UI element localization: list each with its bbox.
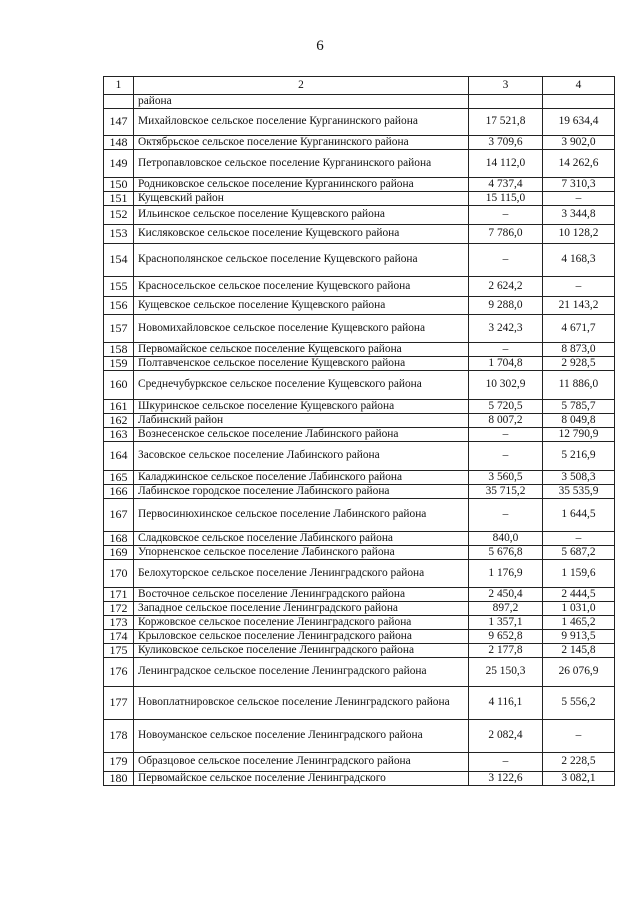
row-number: 147	[104, 108, 134, 135]
settlement-name: Кущевское сельское поселение Кущевского района	[134, 296, 469, 314]
value-col-3: 2 082,4	[469, 719, 543, 752]
table-row	[104, 135, 615, 149]
header-row	[104, 77, 615, 95]
value-col-3: –	[469, 243, 543, 276]
row-number: 164	[104, 441, 134, 470]
settlement-name: Образцовое сельское поселение Ленинградского района	[134, 752, 469, 771]
header-col-4: 4	[543, 77, 615, 95]
row-number: 153	[104, 224, 134, 243]
value-col-3: 5 720,5	[469, 399, 543, 413]
settlement-name: Краснополянское сельское поселение Кущевского района	[134, 243, 469, 276]
value-col-3	[469, 95, 543, 109]
value-col-4: 2 928,5	[543, 356, 615, 370]
value-col-4: 9 913,5	[543, 629, 615, 643]
value-col-4: 5 556,2	[543, 686, 615, 719]
settlement-name: Засовское сельское поселение Лабинского района	[134, 441, 469, 470]
value-col-4: 2 444,5	[543, 587, 615, 601]
table-header	[104, 77, 615, 95]
value-col-3: 25 150,3	[469, 657, 543, 686]
row-number: 151	[104, 191, 134, 205]
settlement-name: Крыловское сельское поселение Ленинградского района	[134, 629, 469, 643]
row-number: 149	[104, 149, 134, 177]
value-col-3: 8 007,2	[469, 413, 543, 427]
table-row	[104, 498, 615, 531]
row-number: 160	[104, 370, 134, 399]
settlement-name: Октябрьское сельское поселение Курганинского района	[134, 135, 469, 149]
settlement-name: Сладковское сельское поселение Лабинского района	[134, 531, 469, 545]
table-row	[104, 191, 615, 205]
settlement-name: Ленинградское сельское поселение Ленинградского района	[134, 657, 469, 686]
row-number: 177	[104, 686, 134, 719]
table-row	[104, 559, 615, 587]
settlement-name: Шкуринское сельское поселение Кущевского района	[134, 399, 469, 413]
table-row	[104, 399, 615, 413]
row-number: 178	[104, 719, 134, 752]
value-col-3: 15 115,0	[469, 191, 543, 205]
page-number: 6	[316, 38, 324, 54]
table-row	[104, 657, 615, 686]
row-number: 169	[104, 545, 134, 559]
table-row	[104, 205, 615, 224]
value-col-3: 5 676,8	[469, 545, 543, 559]
value-col-3: 1 176,9	[469, 559, 543, 587]
value-col-4: –	[543, 719, 615, 752]
value-col-3: 4 116,1	[469, 686, 543, 719]
table-row	[104, 719, 615, 752]
settlement-name: Восточное сельское поселение Ленинградского района	[134, 587, 469, 601]
table-row	[104, 484, 615, 498]
value-col-4: 7 310,3	[543, 177, 615, 191]
value-col-3: 9 288,0	[469, 296, 543, 314]
settlement-name: Новоуманское сельское поселение Ленинградского района	[134, 719, 469, 752]
table-body	[104, 95, 615, 786]
table-row	[104, 771, 615, 785]
value-col-4: 26 076,9	[543, 657, 615, 686]
value-col-4: –	[543, 191, 615, 205]
settlement-name: Ильинское сельское поселение Кущевского района	[134, 205, 469, 224]
row-number: 167	[104, 498, 134, 531]
table-row	[104, 531, 615, 545]
table-row	[104, 276, 615, 296]
settlement-name: Кущевский район	[134, 191, 469, 205]
budget-table	[103, 76, 615, 786]
value-col-4: –	[543, 276, 615, 296]
header-col-3: 3	[469, 77, 543, 95]
table-row	[104, 149, 615, 177]
row-number: 152	[104, 205, 134, 224]
value-col-4: 1 465,2	[543, 615, 615, 629]
value-col-3: 3 709,6	[469, 135, 543, 149]
value-col-3: –	[469, 752, 543, 771]
table-row	[104, 177, 615, 191]
row-number: 155	[104, 276, 134, 296]
table-row	[104, 108, 615, 135]
settlement-name: Среднечубуркское сельское поселение Кущевского района	[134, 370, 469, 399]
row-number: 175	[104, 643, 134, 657]
value-col-3: 14 112,0	[469, 149, 543, 177]
value-col-4: 5 687,2	[543, 545, 615, 559]
table-row	[104, 342, 615, 356]
table-row	[104, 95, 615, 109]
row-number: 150	[104, 177, 134, 191]
value-col-4: 2 228,5	[543, 752, 615, 771]
table-row	[104, 587, 615, 601]
value-col-3: 897,2	[469, 601, 543, 615]
value-col-4: 1 031,0	[543, 601, 615, 615]
value-col-3: –	[469, 342, 543, 356]
settlement-name: Кисляковское сельское поселение Кущевского района	[134, 224, 469, 243]
settlement-name: Западное сельское поселение Ленинградского района	[134, 601, 469, 615]
table-row	[104, 441, 615, 470]
value-col-3: 2 177,8	[469, 643, 543, 657]
table-row	[104, 427, 615, 441]
value-col-3: 2 624,2	[469, 276, 543, 296]
settlement-name: Каладжинское сельское поселение Лабинского района	[134, 470, 469, 484]
settlement-name: Петропавловское сельское поселение Курганинского района	[134, 149, 469, 177]
value-col-3: 3 122,6	[469, 771, 543, 785]
value-col-4: 14 262,6	[543, 149, 615, 177]
table-row	[104, 243, 615, 276]
value-col-3: 4 737,4	[469, 177, 543, 191]
value-col-4: 8 049,8	[543, 413, 615, 427]
settlement-name: Новомихайловское сельское поселение Кущевского района	[134, 314, 469, 342]
value-col-4: 5 785,7	[543, 399, 615, 413]
value-col-4: 3 508,3	[543, 470, 615, 484]
value-col-4: 35 535,9	[543, 484, 615, 498]
value-col-4: 12 790,9	[543, 427, 615, 441]
value-col-3: 1 357,1	[469, 615, 543, 629]
value-col-3: 35 715,2	[469, 484, 543, 498]
value-col-3: 9 652,8	[469, 629, 543, 643]
value-col-4: 3 902,0	[543, 135, 615, 149]
header-col-1: 1	[104, 77, 134, 95]
settlement-name: Михайловское сельское поселение Курганинского района	[134, 108, 469, 135]
value-col-3: 1 704,8	[469, 356, 543, 370]
row-number: 158	[104, 342, 134, 356]
table-row	[104, 413, 615, 427]
settlement-name: района	[134, 95, 469, 109]
value-col-4: 5 216,9	[543, 441, 615, 470]
value-col-3: 3 560,5	[469, 470, 543, 484]
settlement-name: Новоплатнировское сельское поселение Ленинградского района	[134, 686, 469, 719]
value-col-3: 7 786,0	[469, 224, 543, 243]
value-col-3: 17 521,8	[469, 108, 543, 135]
value-col-4: 3 344,8	[543, 205, 615, 224]
value-col-4	[543, 95, 615, 109]
value-col-4: 1 644,5	[543, 498, 615, 531]
row-number: 179	[104, 752, 134, 771]
row-number: 174	[104, 629, 134, 643]
value-col-4: 1 159,6	[543, 559, 615, 587]
table-row	[104, 686, 615, 719]
row-number: 162	[104, 413, 134, 427]
settlement-name: Вознесенское сельское поселение Лабинского района	[134, 427, 469, 441]
table-row	[104, 224, 615, 243]
table-row	[104, 545, 615, 559]
row-number: 154	[104, 243, 134, 276]
table-row	[104, 615, 615, 629]
table-row	[104, 370, 615, 399]
table-row	[104, 629, 615, 643]
value-col-4: 4 671,7	[543, 314, 615, 342]
table-row	[104, 356, 615, 370]
table-row	[104, 314, 615, 342]
row-number: 166	[104, 484, 134, 498]
row-number: 176	[104, 657, 134, 686]
value-col-3: –	[469, 498, 543, 531]
value-col-3: –	[469, 427, 543, 441]
row-number: 157	[104, 314, 134, 342]
settlement-name: Куликовское сельское поселение Ленинградского района	[134, 643, 469, 657]
row-number	[104, 95, 134, 109]
value-col-4: 11 886,0	[543, 370, 615, 399]
row-number: 161	[104, 399, 134, 413]
value-col-3: –	[469, 441, 543, 470]
value-col-4: 2 145,8	[543, 643, 615, 657]
value-col-4: –	[543, 531, 615, 545]
settlement-name: Коржовское сельское поселение Ленинградского района	[134, 615, 469, 629]
settlement-name: Родниковское сельское поселение Курганинского района	[134, 177, 469, 191]
settlement-name: Белохуторское сельское поселение Ленинградского района	[134, 559, 469, 587]
row-number: 171	[104, 587, 134, 601]
row-number: 180	[104, 771, 134, 785]
table-row	[104, 752, 615, 771]
row-number: 163	[104, 427, 134, 441]
table-row	[104, 470, 615, 484]
row-number: 148	[104, 135, 134, 149]
settlement-name: Первомайское сельское поселение Кущевского района	[134, 342, 469, 356]
table-row	[104, 643, 615, 657]
row-number: 168	[104, 531, 134, 545]
value-col-3: 840,0	[469, 531, 543, 545]
settlement-name: Полтавченское сельское поселение Кущевского района	[134, 356, 469, 370]
value-col-3: 2 450,4	[469, 587, 543, 601]
value-col-4: 4 168,3	[543, 243, 615, 276]
value-col-3: 3 242,3	[469, 314, 543, 342]
settlement-name: Упорненское сельское поселение Лабинского района	[134, 545, 469, 559]
value-col-4: 21 143,2	[543, 296, 615, 314]
value-col-4: 19 634,4	[543, 108, 615, 135]
row-number: 156	[104, 296, 134, 314]
row-number: 173	[104, 615, 134, 629]
table-row	[104, 601, 615, 615]
row-number: 165	[104, 470, 134, 484]
header-col-2: 2	[134, 77, 469, 95]
row-number: 170	[104, 559, 134, 587]
value-col-4: 3 082,1	[543, 771, 615, 785]
value-col-3: –	[469, 205, 543, 224]
settlement-name: Лабинский район	[134, 413, 469, 427]
value-col-3: 10 302,9	[469, 370, 543, 399]
table-row	[104, 296, 615, 314]
value-col-4: 8 873,0	[543, 342, 615, 356]
row-number: 172	[104, 601, 134, 615]
value-col-4: 10 128,2	[543, 224, 615, 243]
settlement-name: Лабинское городское поселение Лабинского района	[134, 484, 469, 498]
settlement-name: Красносельское сельское поселение Кущевского района	[134, 276, 469, 296]
row-number: 159	[104, 356, 134, 370]
settlement-name: Первосинюхинское сельское поселение Лабинского района	[134, 498, 469, 531]
settlement-name: Первомайское сельское поселение Ленинградского	[134, 771, 469, 785]
